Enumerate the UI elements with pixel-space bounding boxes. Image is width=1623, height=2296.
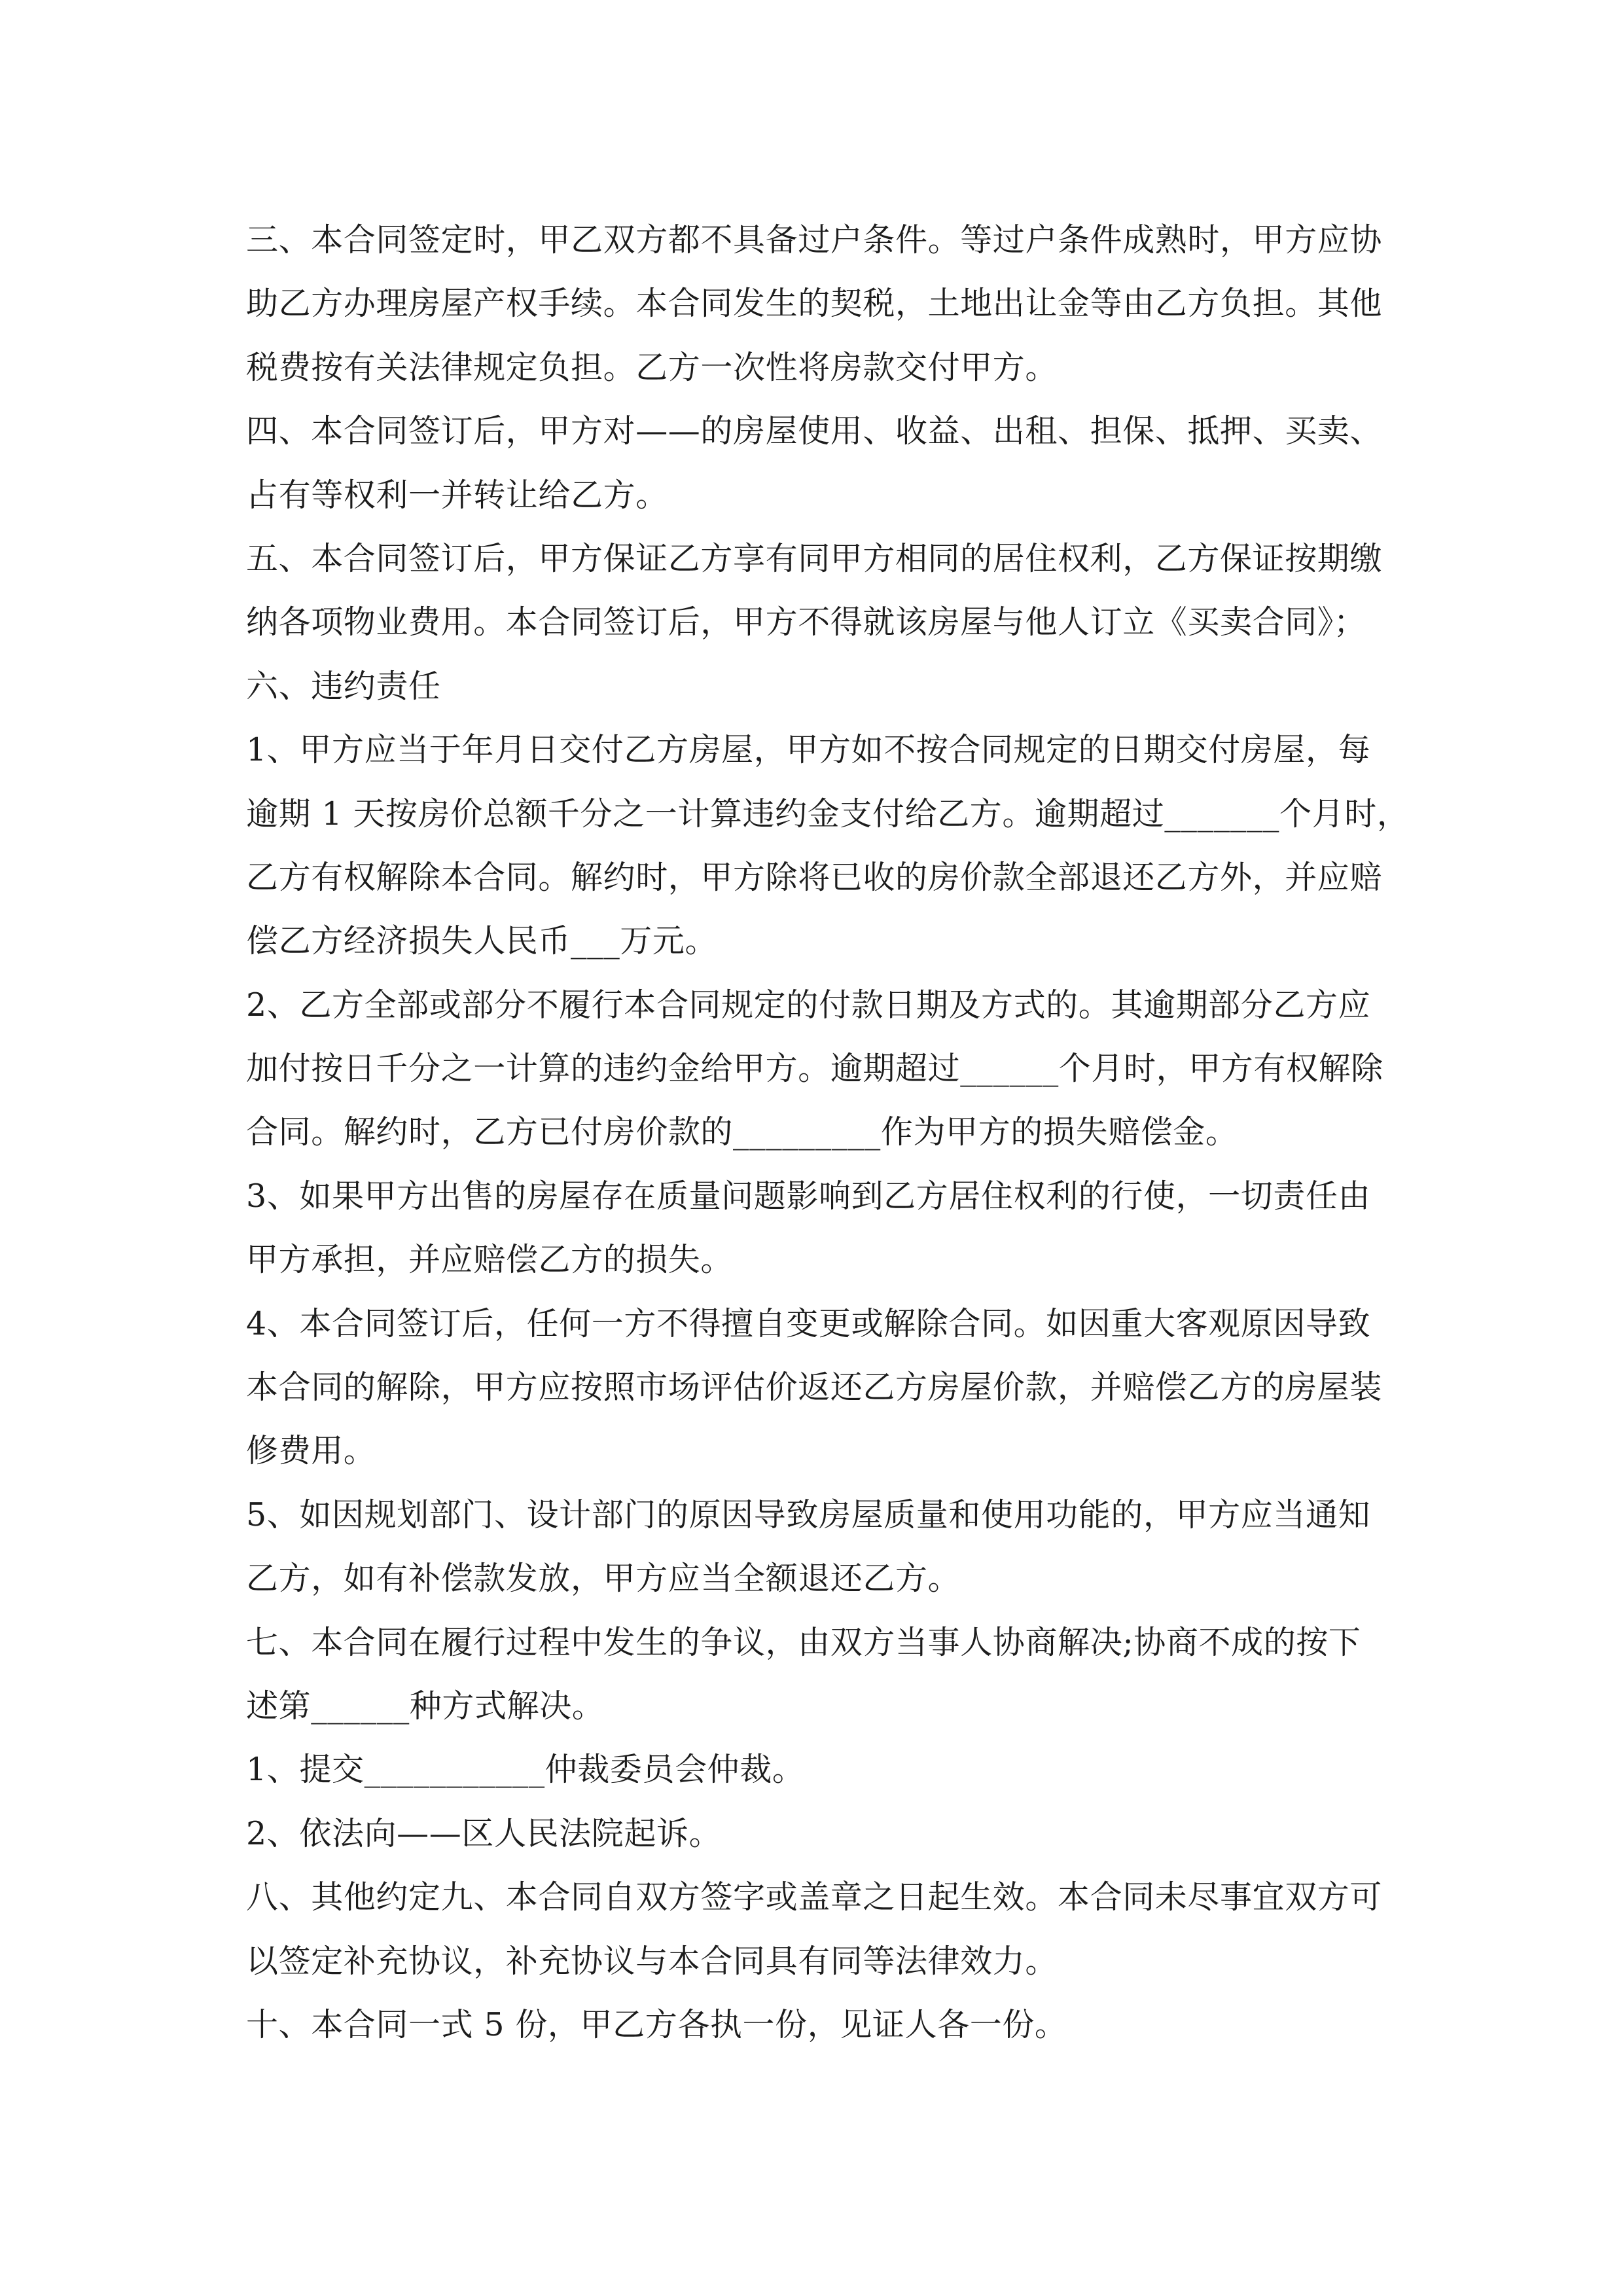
clause-3-line-2: 助乙方办理房屋产权手续。本合同发生的契税，土地出让金等由乙方负担。其他	[246, 285, 1383, 323]
clause-4-line-2: 占有等权利一并转让给乙方。	[246, 476, 668, 514]
clause-6-item-2-line-2: 加付按日千分之一计算的违约金给甲方。逾期超过______个月时，甲方有权解除	[246, 1050, 1383, 1088]
clause-6-item-2-line-1: 2、乙方全部或部分不履行本合同规定的付款日期及方式的。其逾期部分乙方应	[246, 986, 1371, 1024]
clause-6-item-1-line-4: 偿乙方经济损失人民币___万元。	[246, 922, 718, 960]
clause-6-item-4-line-1: 4、本合同签订后，任何一方不得擅自变更或解除合同。如因重大客观原因导致	[246, 1304, 1371, 1342]
clause-6-item-4-line-2: 本合同的解除，甲方应按照市场评估价返还乙方房屋价款，并赔偿乙方的房屋装	[246, 1369, 1383, 1407]
clause-7-line-1: 七、本合同在履行过程中发生的争议，由双方当事人协商解决;协商不成的按下	[246, 1623, 1361, 1661]
clause-4-line-1: 四、本合同签订后，甲方对——的房屋使用、收益、出租、担保、抵押、买卖、	[246, 412, 1383, 450]
clause-6-item-4-line-3: 修费用。	[246, 1432, 376, 1470]
clause-6-item-5-line-2: 乙方，如有补偿款发放，甲方应当全额退还乙方。	[246, 1560, 961, 1598]
clause-5-line-1: 五、本合同签订后，甲方保证乙方享有同甲方相同的居住权利，乙方保证按期缴	[246, 539, 1383, 577]
clause-6-item-1-line-2: 逾期 1 天按房价总额千分之一计算违约金支付给乙方。逾期超过_______个月时，	[246, 795, 1410, 833]
contract-body	[246, 208, 1424, 2056]
clause-6-heading: 六、违约责任	[246, 667, 441, 705]
clause-6-item-1-line-1: 1、甲方应当于年月日交付乙方房屋，甲方如不按合同规定的日期交付房屋，每	[246, 731, 1371, 769]
clause-6-item-3-line-1: 3、如果甲方出售的房屋存在质量问题影响到乙方居住权利的行使，一切责任由	[246, 1177, 1371, 1215]
clause-3-line-1: 三、本合同签定时，甲乙双方都不具备过户条件。等过户条件成熟时，甲方应协	[246, 221, 1383, 259]
clause-3-line-3: 税费按有关法律规定负担。乙方一次性将房款交付甲方。	[246, 348, 1058, 386]
clause-6-item-1-line-3: 乙方有权解除本合同。解约时，甲方除将已收的房价款全部退还乙方外，并应赔	[246, 858, 1383, 896]
clause-8-9-line-2: 以签定补充协议，补充协议与本合同具有同等法律效力。	[246, 1942, 1058, 1980]
clause-7-option-1: 1、提交___________仲裁委员会仲裁。	[246, 1751, 805, 1789]
clause-6-item-5-line-1: 5、如因规划部门、设计部门的原因导致房屋质量和使用功能的，甲方应当通知	[246, 1496, 1371, 1534]
clause-7-line-2: 述第______种方式解决。	[246, 1687, 605, 1725]
clause-7-option-2: 2、依法向——区人民法院起诉。	[246, 1814, 722, 1852]
clause-5-line-2: 纳各项物业费用。本合同签订后，甲方不得就该房屋与他人订立《买卖合同》；	[246, 603, 1366, 641]
clause-8-9-line-1: 八、其他约定九、本合同自双方签字或盖章之日起生效。本合同未尽事宜双方可	[246, 1878, 1383, 1916]
clause-6-item-3-line-2: 甲方承担，并应赔偿乙方的损失。	[246, 1241, 734, 1279]
clause-10-line-1: 十、本合同一式 5 份，甲乙方各执一份，见证人各一份。	[246, 2005, 1067, 2043]
clause-6-item-2-line-3: 合同。解约时，乙方已付房价款的_________作为甲方的损失赔偿金。	[246, 1113, 1238, 1151]
